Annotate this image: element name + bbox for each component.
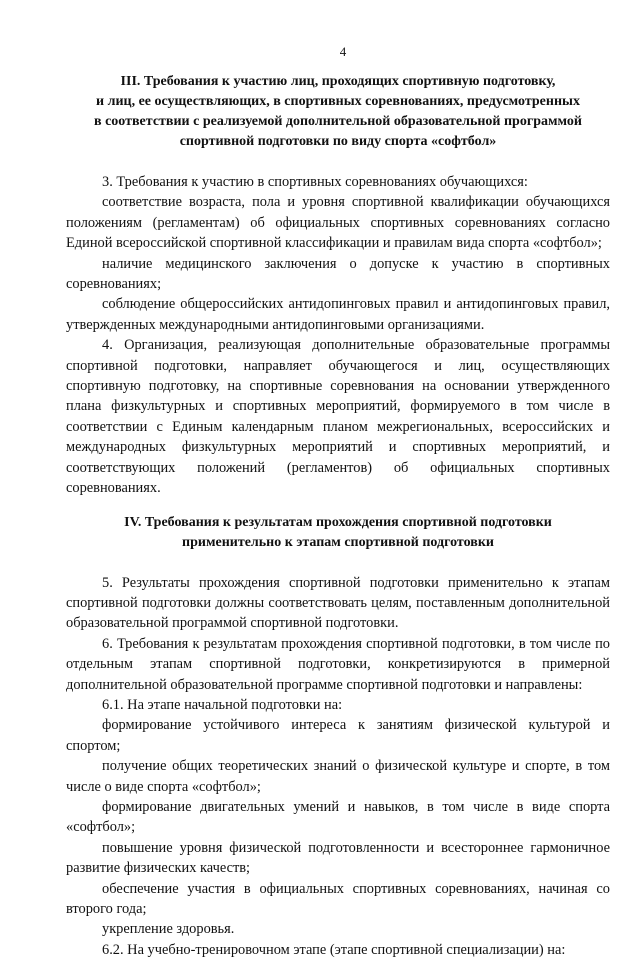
spacer xyxy=(66,553,610,573)
section-3-heading-line: в соответствии с реализуемой дополнительной образовательной программой xyxy=(66,112,610,132)
paragraph-6: 6. Требования к результатам прохождения спортивной подготовки, в том числе по отдельным этапам спортивной подготовки, конкретизируются в примерной дополнительной образовательной программе спортивной подготовки и направлены: xyxy=(66,634,610,695)
paragraph-3: 3. Требования к участию в спортивных соревнованиях обучающихся: xyxy=(66,172,610,192)
spacer xyxy=(66,152,610,172)
paragraph-6-1: 6.1. На этапе начальной подготовки на: xyxy=(66,695,610,715)
section-3-body xyxy=(66,172,610,499)
list-item: укрепление здоровья. xyxy=(66,919,610,939)
list-item: формирование устойчивого интереса к занятиям физической культурой и спортом; xyxy=(66,715,610,756)
section-4-heading-line: применительно к этапам спортивной подготовки xyxy=(66,533,610,553)
section-4-heading xyxy=(66,513,610,553)
list-item: соответствие возраста, пола и уровня спортивной квалификации обучающихся положениям (регламентам) об официальных спортивных соревнованиях согласно Единой всероссийской спортивной классификации и правилам вида спорта «софтбол»; xyxy=(66,192,610,253)
section-3-heading-line: спортивной подготовки по виду спорта «софтбол» xyxy=(66,132,610,152)
paragraph-5: 5. Результаты прохождения спортивной подготовки применительно к этапам спортивной подготовки должны соответствовать целям, поставленным дополнительной образовательной программой спортивной подготовки. xyxy=(66,573,610,634)
spacer xyxy=(66,499,610,513)
paragraph-6-2: 6.2. На учебно-тренировочном этапе (этапе спортивной специализации) на: xyxy=(66,940,610,960)
section-3-heading xyxy=(66,72,610,152)
list-item: соблюдение общероссийских антидопинговых правил и антидопинговых правил, утвержденных международными антидопинговыми организациями. xyxy=(66,294,610,335)
list-item: обеспечение участия в официальных спортивных соревнованиях, начиная со второго года; xyxy=(66,879,610,920)
section-4-heading-line: IV. Требования к результатам прохождения спортивной подготовки xyxy=(66,513,610,533)
section-4-body xyxy=(66,573,610,960)
list-item: формирование двигательных умений и навыков, в том числе в виде спорта «софтбол»; xyxy=(66,797,610,838)
section-3-heading-line: III. Требования к участию лиц, проходящих спортивную подготовку, xyxy=(66,72,610,92)
paragraph-4: 4. Организация, реализующая дополнительные образовательные программы спортивной подготовки, направляет обучающегося и лиц, осуществляющих спортивную подготовку, на спортивные соревнования на основании утвержденного плана физкультурных и спортивных мероприятий, формируемого в том числе в соответствии с Единым календарным планом межрегиональных, всероссийских и международных физкультурных мероприятий и спортивных мероприятий, и соответствующих положений (регламентов) об официальных спортивных соревнованиях. xyxy=(66,335,610,498)
list-item: получение общих теоретических знаний о физической культуре и спорте, в том числе о виде спорта «софтбол»; xyxy=(66,756,610,797)
page-number: 4 xyxy=(66,44,610,60)
section-3-heading-line: и лиц, ее осуществляющих, в спортивных соревнованиях, предусмотренных xyxy=(66,92,610,112)
list-item: наличие медицинского заключения о допуске к участию в спортивных соревнованиях; xyxy=(66,254,610,295)
list-item: повышение уровня физической подготовленности и всестороннее гармоничное развитие физических качеств; xyxy=(66,838,610,879)
